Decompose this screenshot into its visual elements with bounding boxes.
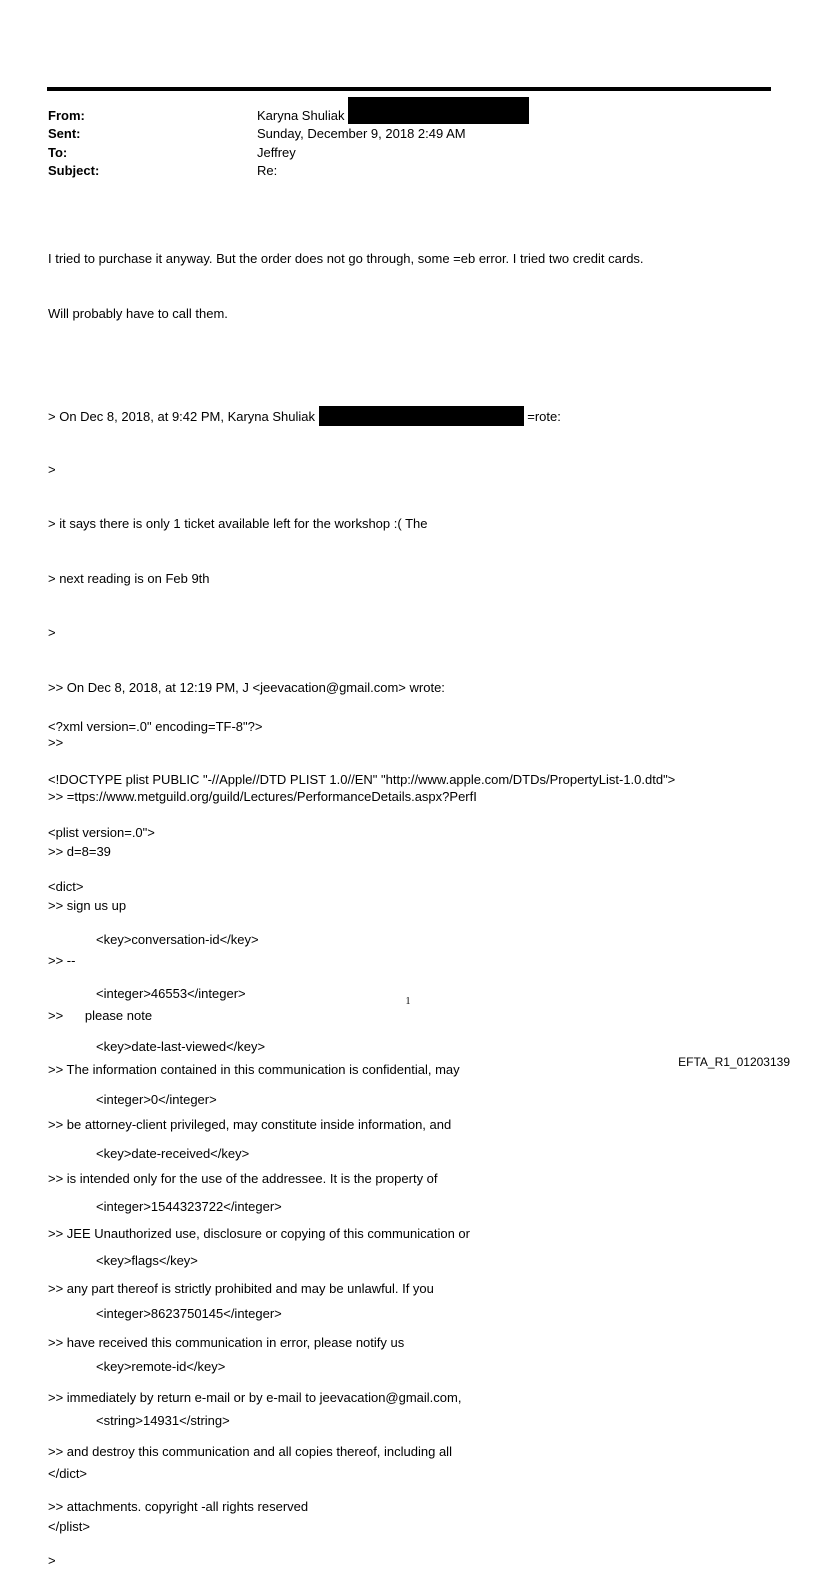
plist-line: <plist version=.0"> xyxy=(48,825,155,841)
plist-line: <string>14931</string> xyxy=(96,1412,230,1428)
plist-line: <key>date-received</key> xyxy=(96,1145,250,1161)
plist-block xyxy=(48,682,675,1554)
plist-line: <integer>1544323722</integer> xyxy=(96,1199,282,1215)
from-label: From: xyxy=(48,108,85,123)
plist-line: <?xml version=.0" encoding=TF-8"?> xyxy=(48,718,263,734)
spacer xyxy=(48,360,644,370)
bates-number: EFTA_R1_01203139 xyxy=(678,1055,790,1069)
to-value: Jeffrey xyxy=(257,144,296,160)
quote-line: >> please note xyxy=(48,1007,153,1023)
quote-line xyxy=(48,406,644,424)
quote-line: >> attachments. copyright -all rights reserved xyxy=(48,1498,309,1514)
plist-line: <dict> xyxy=(48,878,84,894)
plist-line: <integer>8623750145</integer> xyxy=(96,1305,282,1321)
quote-line: >> any part thereof is strictly prohibited and may be unlawful. If you xyxy=(48,1280,434,1296)
quote-line: >> xyxy=(48,734,64,750)
quote-line: >> immediately by return e-mail or by e-mail to jeevacation@gmail.com, xyxy=(48,1389,462,1405)
body-line: I tried to purchase it anyway. But the order does not go through, some =eb error. I tried two credit cards. xyxy=(48,251,644,267)
plist-line: </plist> xyxy=(48,1519,90,1535)
quote-header-start: > On Dec 8, 2018, at 9:42 PM, Karyna Shuliak xyxy=(48,409,319,424)
quote-line: > next reading is on Feb 9th xyxy=(48,570,210,586)
quote-line: >> -- xyxy=(48,952,76,968)
quote-line: >> =ttps://www.metguild.org/guild/Lectures/PerformanceDetails.aspx?PerfI xyxy=(48,789,477,805)
to-label: To: xyxy=(48,144,68,160)
plist-line: <key>conversation-id</key> xyxy=(96,932,259,948)
quote-line: >> and destroy this communication and all copies thereof, including all xyxy=(48,1444,452,1460)
plist-line: <integer>46553</integer> xyxy=(96,985,246,1001)
quote-header-end: =rote: xyxy=(523,409,561,424)
quote-line: > xyxy=(48,461,56,477)
header-rule xyxy=(47,87,771,91)
subject-value: Re: xyxy=(257,162,278,178)
quote-line: >> The information contained in this communication is confidential, may xyxy=(48,1062,460,1078)
sent-row xyxy=(48,125,529,143)
quote-line: >> On Dec 8, 2018, at 12:19 PM, J <jeevacation@gmail.com> wrote: xyxy=(48,679,445,695)
email-header xyxy=(48,107,529,180)
body-line: Will probably have to call them. xyxy=(48,306,228,321)
quote-line: >> be attorney-client privileged, may constitute inside information, and xyxy=(48,1116,452,1132)
subject-row xyxy=(48,162,529,180)
subject-label: Subject: xyxy=(48,162,100,178)
quote-line: > it says there is only 1 ticket available left for the workshop :( The xyxy=(48,516,428,532)
quote-line: >> JEE Unauthorized use, disclosure or copying of this communication or xyxy=(48,1225,470,1241)
from-row xyxy=(48,107,529,125)
sent-label: Sent: xyxy=(48,126,81,142)
sent-value: Sunday, December 9, 2018 2:49 AM xyxy=(257,126,466,142)
quote-line: >> d=8=39 xyxy=(48,843,111,859)
plist-line: <key>flags</key> xyxy=(96,1252,198,1268)
redaction-box xyxy=(319,406,524,426)
to-row xyxy=(48,144,529,162)
plist-line: <key>date-last-viewed</key> xyxy=(96,1038,266,1054)
redaction-box xyxy=(348,97,529,124)
plist-line: <integer>0</integer> xyxy=(96,1092,217,1108)
plist-line: </dict> xyxy=(48,1466,88,1482)
quote-line: >> is intended only for the use of the addressee. It is the property of xyxy=(48,1171,438,1187)
quote-line: > xyxy=(48,625,56,641)
quote-line: > xyxy=(48,1553,56,1569)
plist-line: <key>remote-id</key> xyxy=(96,1359,226,1375)
page-number: 1 xyxy=(405,996,411,1007)
quote-line: >> have received this communication in error, please notify us xyxy=(48,1335,405,1351)
plist-line: <!DOCTYPE plist PUBLIC "-//Apple//DTD PLIST 1.0//EN" "http://www.apple.com/DTDs/PropertyList-1.0.dtd"> xyxy=(48,771,676,787)
quote-line: >> sign us up xyxy=(48,898,127,914)
from-value: Karyna Shuliak xyxy=(257,108,345,123)
